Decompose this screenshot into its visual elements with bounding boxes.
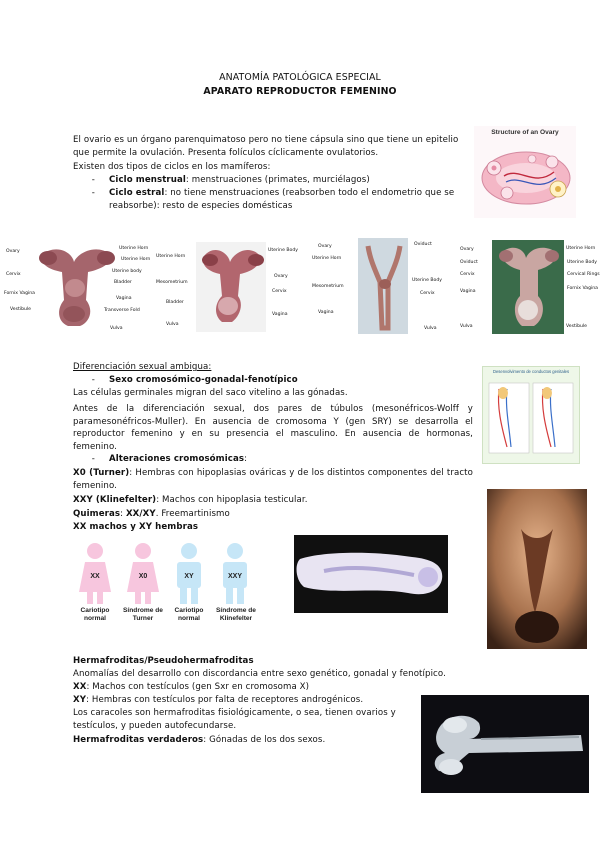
xy-line: XY: Hembras con testículos por falta de receptores androgénicos. [73,695,364,705]
anatomy-label: Uterine Body [567,260,597,265]
anatomy-label: Cervix [272,289,287,294]
karyotype-figure [73,540,263,630]
anatomy-label: Uterine Body [412,278,442,283]
cycle-desc: : menstruaciones (primates, murciélagos) [185,175,370,185]
anatomy-label: Uterine Horn [566,246,596,251]
specimen-photo [421,695,589,793]
chimeras-line: Quimeras: XX/XY. Freemartinismo [73,509,230,519]
ovary-illustration [474,126,576,218]
anatomy-label: Vulva [166,322,179,327]
clinical-photo-image [487,489,587,649]
anatomy-figure-1 [2,240,152,332]
ovary-structure-figure [474,126,576,218]
germ-cells-paragraph: Las células germinales migran del saco vitelino a las gónadas. [73,388,348,398]
anatomy-label: Cervix [420,291,435,296]
anatomy-figure-3 [312,238,460,334]
anatomy-label: Cervical Rings [567,272,600,277]
intro-paragraph: El ovario es un órgano parenquimatoso pero no tiene cápsula sino que tiene un epitelio que permite la ovulación. Presenta folículos cíclicamente ovulatorios. [73,135,459,158]
cycle-desc: : no tiene menstruaciones (reabsorben todo el endometrio que se reabsorbe): resto de especies domésticas [109,188,455,211]
karyotype-code: X0 [138,573,148,580]
karyotype-code: XXY [227,573,242,580]
anatomy-label: Vagina [318,310,334,315]
anatomy-figure-2 [152,242,310,332]
page-title: APARATO REPRODUCTOR FEMENINO [203,86,397,97]
chromosomal-subheading: - Alteraciones cromosómicas: [91,454,248,464]
klinefelter-line: XXY (Klinefelter): Machos con hipoplasia testicular. [73,495,308,505]
anatomy-label: Vagina [116,296,132,301]
differentiation-subheading: - Sexo cromosómico-gonadal-fenotípico [91,375,298,385]
ovary-figure-title: Structure of an Ovary [491,129,559,136]
snails-paragraph: Los caracoles son hermafroditas fisiológicamente, o sea, tienen ovarios y testículos, y pueden autofecundarse. [73,708,396,731]
hermaphrodites-definition: Anomalías del desarrollo con discordancia entre sexo genético, gonadal y fenotípico. [73,669,446,679]
anatomy-label: Vestibule [566,324,588,329]
hermaphrodites-heading: Hermafroditas/Pseudohermafroditas [73,656,254,666]
anatomy-label: Vulva [424,326,437,331]
anatomy-label: Mesometrium [312,284,344,289]
anatomy-label: Vulva [460,324,473,329]
anatomy-label: Ovary [6,249,20,254]
anatomy-label: Uterine Horn [119,246,149,251]
anatomy-label: Bladder [114,280,132,285]
anatomy-label: Uterine body [112,269,142,274]
anatomy-label: Uterine Horn [312,256,342,261]
anatomy-specimen-1 [2,240,152,332]
anatomy-label: Vagina [460,289,476,294]
histology-image [294,535,448,613]
ducts-illustration [483,367,579,463]
cycle-item: - Ciclo menstrual: menstruaciones (primates, murciélagos) [91,175,370,185]
karyotype-code: XX [90,573,100,580]
anatomy-label: Cervix [460,272,475,277]
anatomy-label: Cervix [6,272,21,277]
karyotype-caption: Síndrome de Turner [123,607,163,622]
anatomy-label: Mesometrium [156,280,188,285]
anatomy-label: Fornix Vagina [567,286,598,291]
cycle-item: - Ciclo estral: no tiene menstruaciones (reabsorben todo el endometrio que se reabsorbe): resto de especies domésticas [91,188,455,211]
anatomy-label: Transverse Fold [104,308,140,313]
anatomy-label: Ovary [460,247,474,252]
karyotype-code: XY [184,573,194,580]
xx-xy-line: XX machos y XY hembras [73,522,199,532]
cycles-intro: Existen dos tipos de ciclos en los mamíferos: [73,162,271,172]
karyotype-caption: Cariotipo normal [80,607,110,622]
anatomy-label: Ovary [274,274,288,279]
tubules-paragraph: Antes de la diferenciación sexual, dos pares de túbulos (mesonéfricos-Wolff y paramesonéfricos-Muller). En ausencia de cromosoma Y (gen SRY) se desarrolla el reproductor femenino y en su presencia el masculino. En ausencia de hormonas, femenino. [73,404,473,452]
histology-photo [294,535,448,613]
karyotype-caption: Cariotipo normal [174,607,204,622]
anatomy-label: Vulva [110,326,123,331]
anatomy-label: Fornix Vagina [4,291,35,296]
anatomy-label: Uterine Horn [121,257,151,262]
turner-paragraph: X0 (Turner): Hembras con hipoplasias ováricas y de los distintos componentes del tracto femenino. [73,468,474,491]
specimen-image [421,695,589,793]
anatomy-label: Uterine Body [268,248,298,253]
true-hermaphrodites-line: Hermafroditas verdaderos: Gónadas de los dos sexos. [73,735,326,745]
xx-line: XX: Machos con testículos (gen Sxr en cromosoma X) [73,682,310,692]
anatomy-label: Oviduct [460,260,478,265]
anatomy-label: Oviduct [414,242,432,247]
anatomy-figure-4 [460,240,600,334]
anatomy-label: Vestibule [10,307,32,312]
anatomy-label: Bladder [166,300,184,305]
anatomy-label: Ovary [318,244,332,249]
clinical-photo [487,489,587,649]
subject-title: ANATOMÍA PATOLÓGICA ESPECIAL [219,72,381,83]
ducts-figure-title: Desenvolvimento de conductos genitales [492,369,570,374]
karyotype-caption: Síndrome de Klinefelter [216,607,256,622]
cycle-term: Ciclo estral [109,188,165,198]
anatomy-label: Vagina [272,312,288,317]
cycle-term: Ciclo menstrual [109,175,186,185]
differentiation-heading: Diferenciación sexual ambigua: [73,362,212,372]
anatomy-label: Uterine Horn [156,254,186,259]
genital-ducts-figure [482,366,580,464]
